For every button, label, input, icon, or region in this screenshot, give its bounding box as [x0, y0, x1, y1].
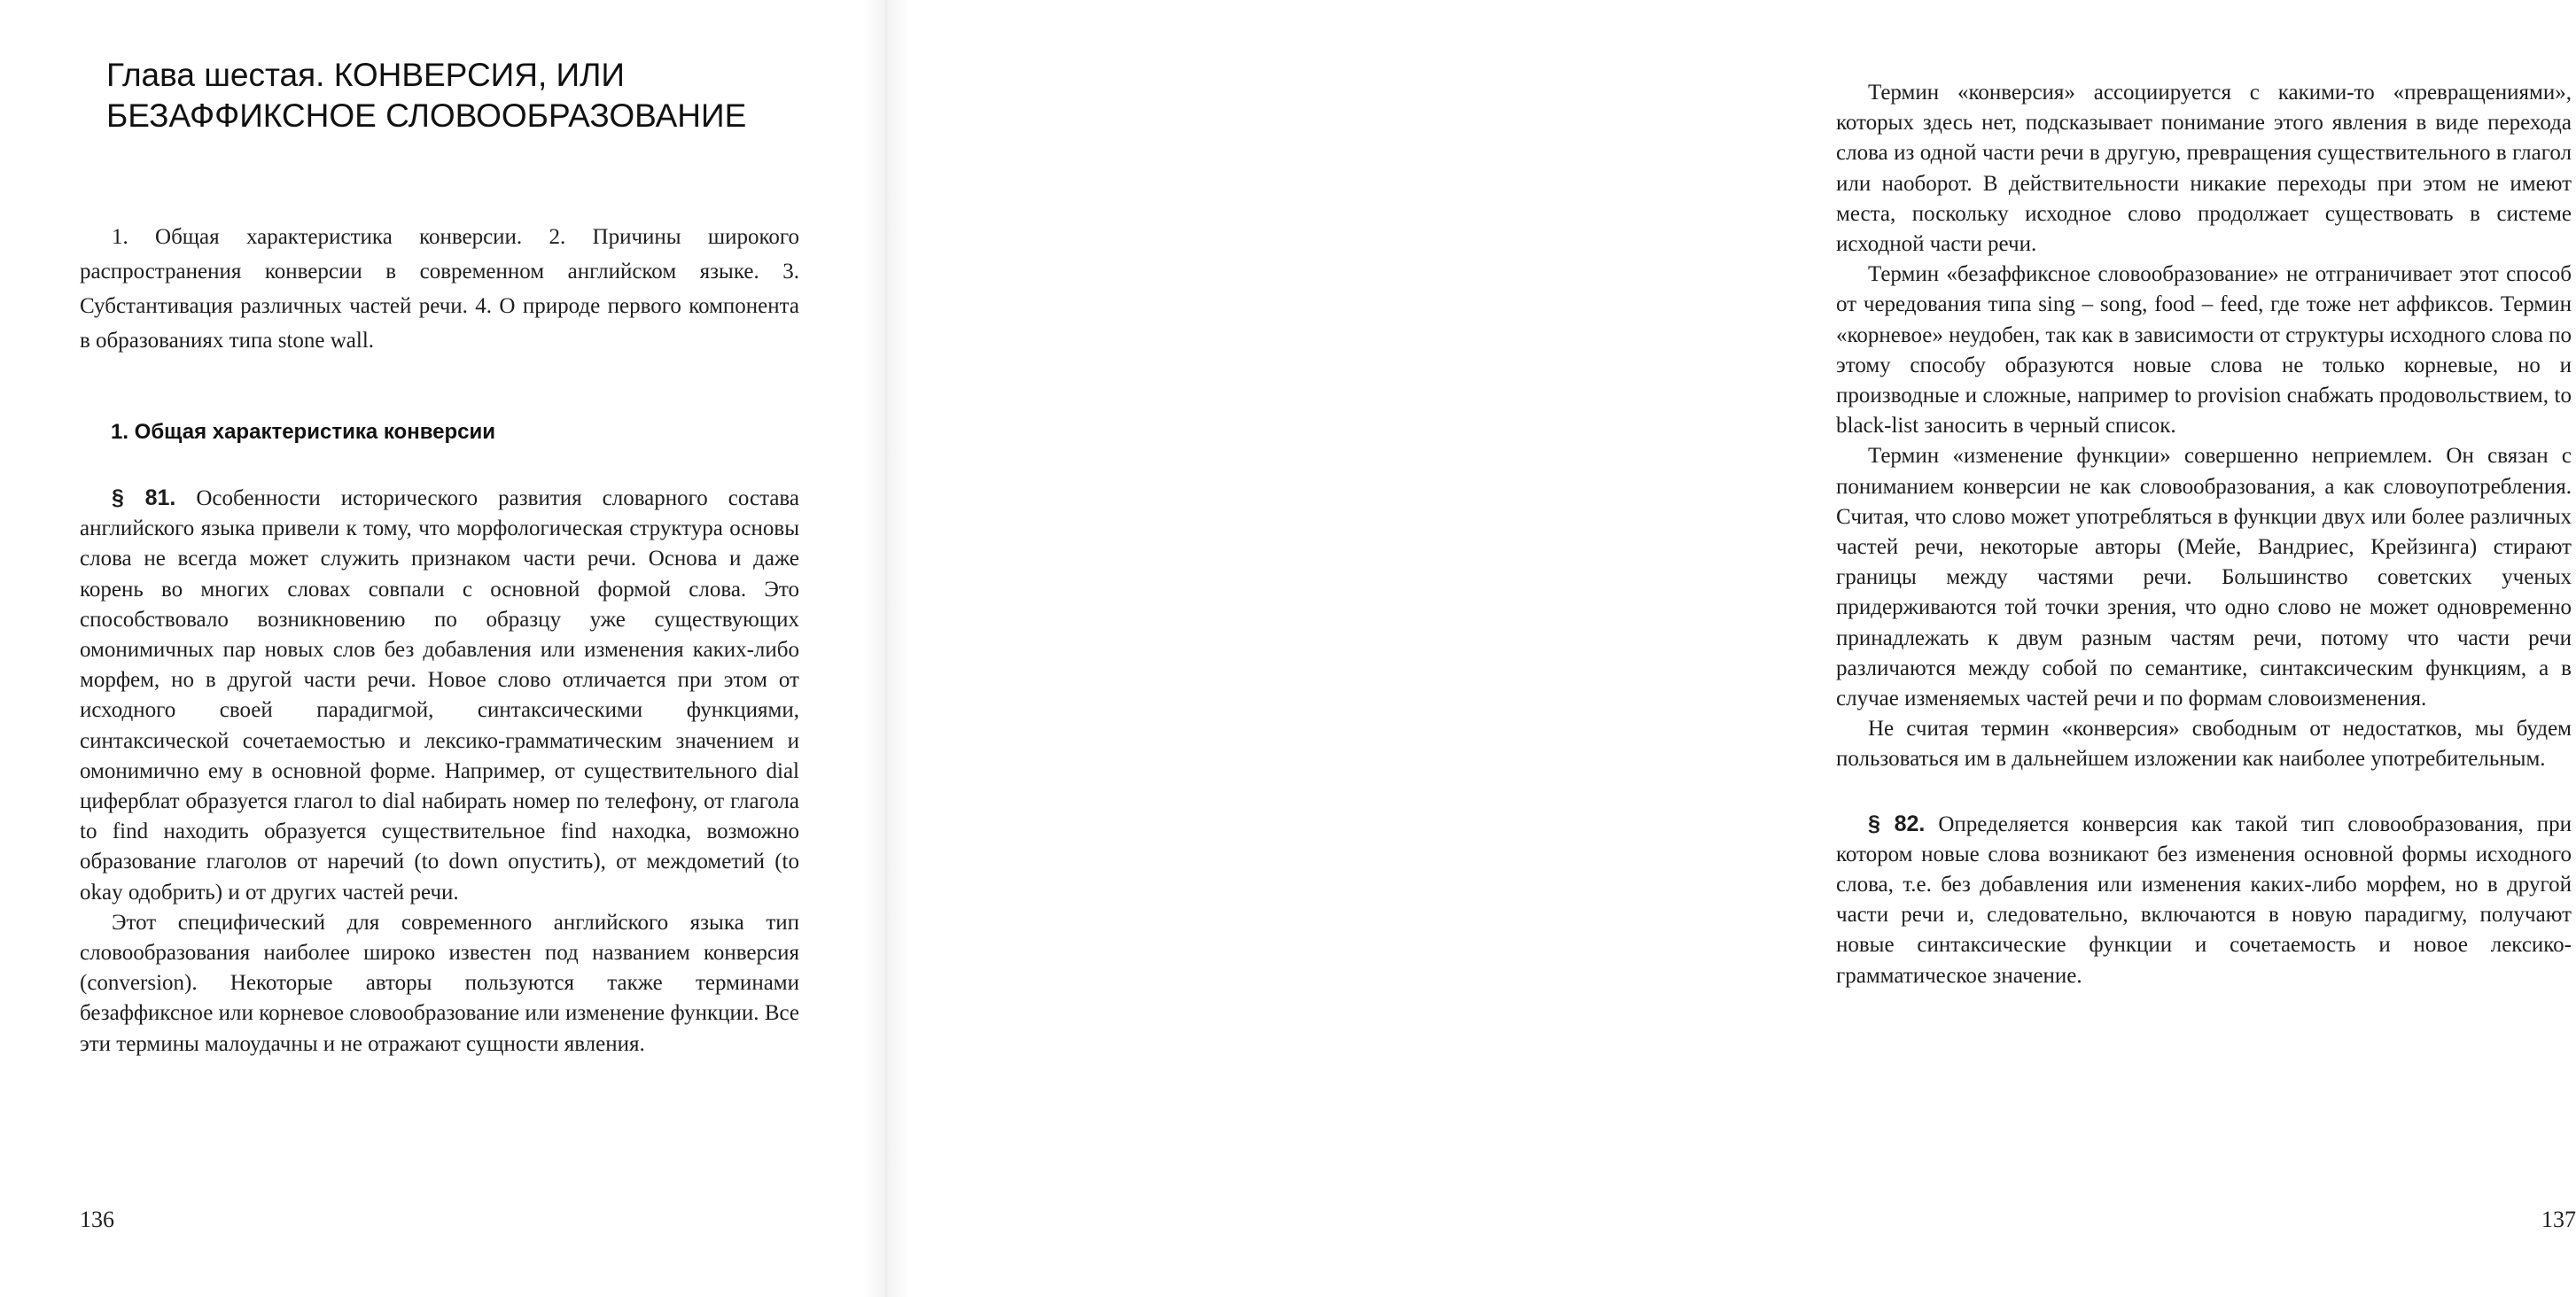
- section-mark-81: § 81.: [112, 485, 176, 510]
- paragraph-82: [1836, 809, 2572, 991]
- page-number-left: 136: [80, 1207, 114, 1232]
- chapter-title: Глава шестая. КОНВЕРСИЯ, ИЛИ БЕЗАФФИКСНОЕ СЛОВООБРАЗОВАНИЕ: [106, 57, 747, 134]
- chapter-contents: 1. Общая характеристика конверсии. 2. Причины широкого распространения конверсии в современном английском языке. 3. Субстантивация различных частей речи. 4. О природе первого компонента в образованиях типа stone wall.: [80, 225, 799, 353]
- paragraph-conversion-term: Этот специфический для современного английского языка тип словообразования наиболее широко известен под названием конверсия (conversion). Некоторые авторы пользуются также терминами безаффиксное или корневое словообразование или изменение функции. Все эти термины малоудачны и не отражают сущности явления.: [80, 910, 799, 1056]
- right-page: [886, 0, 2576, 1297]
- paragraph-81-text: Особенности исторического развития словарного состава английского языка привели к тому, что морфологическая структура основы слова не всегда может служить признаком части речи. Основа и даже корень во многих словах совпали с основной формой слова. Это способствовало возникновению по образцу уже существующих омонимичных пар новых слов без добавления или изменения каких-либо морфем, но в другой части речи. Новое слово отличается при этом от исходного своей парадигмой, синтаксическими функциями, синтаксической сочетаемостью и лексико-грамматическим значением и омонимично ему в основной форме. Например, от существительного dial циферблат образуется глагол to dial набирать номер по телефону, от глагола to find находить образуется существительное find находка, возможно образование глаголов от наречий (to down опустить), от междометий (to okay одобрить) и от других частей речи.: [80, 486, 800, 905]
- paragraph-82-text: Определяется конверсия как такой тип словообразования, при котором новые слова возникают без изменения основной формы исходного слова, т.е. без добавления или изменения каких-либо морфем, но в другой части речи и, следовательно, включаются в новую парадигму, получают новые синтаксические функции и сочетаемость и новое лексико-грамматическое значение.: [1836, 812, 2572, 988]
- section-mark-82: § 82.: [1868, 811, 1926, 836]
- page-number-right: 137: [2541, 1207, 2576, 1232]
- left-page: [0, 0, 886, 1297]
- section-heading: 1. Общая характеристика конверсии: [111, 420, 496, 444]
- paragraph-81: [80, 483, 799, 908]
- left-page-body: [80, 483, 799, 1060]
- paragraph-term-affixless: Термин «безаффиксное словообразование» не отграничивает этот способ от чередования типа sing – song, food – feed, где тоже нет аффиксов. Термин «корневое» неудобен, так как в зависимости от структуры исходного слова по этому способу образуются новые слова не только корневые, но и производные и сложные, например to provision снабжать продовольствием, to black-list заносить в черный список.: [1836, 262, 2572, 439]
- paragraph-term-conversion: Термин «конверсия» ассоциируется с какими-то «превращениями», которых здесь нет, подсказывает понимание этого явления в виде перехода слова из одной части речи в другую, превращения существительного в глагол или наоборот. В действительности никакие переходы при этом не имеют места, поскольку исходное слово продолжает существовать в системе исходной части речи.: [1836, 81, 2572, 257]
- paragraph-term-function-change: Термин «изменение функции» совершенно неприемлем. Он связан с пониманием конверсии не как словообразования, а как словоупотребления. Считая, что слово может употребляться в функции двух или более различных частей речи, некоторые авторы (Мейе, Вандриес, Крейзинга) стирают границы между частями речи. Большинство советских ученых придерживаются той точки зрения, что одно слово не может одновременно принадлежать к двум разным частям речи, потому что части речи различаются между собой по семантике, синтаксическим функциям, а в случае изменяемых частей речи и по формам словоизменения.: [1836, 444, 2572, 711]
- right-page-body: [1836, 78, 2572, 991]
- paragraph-term-usage: Не считая термин «конверсия» свободным от недостатков, мы будем пользоваться им в дальнейшем изложении как наиболее употребительным.: [1836, 717, 2572, 772]
